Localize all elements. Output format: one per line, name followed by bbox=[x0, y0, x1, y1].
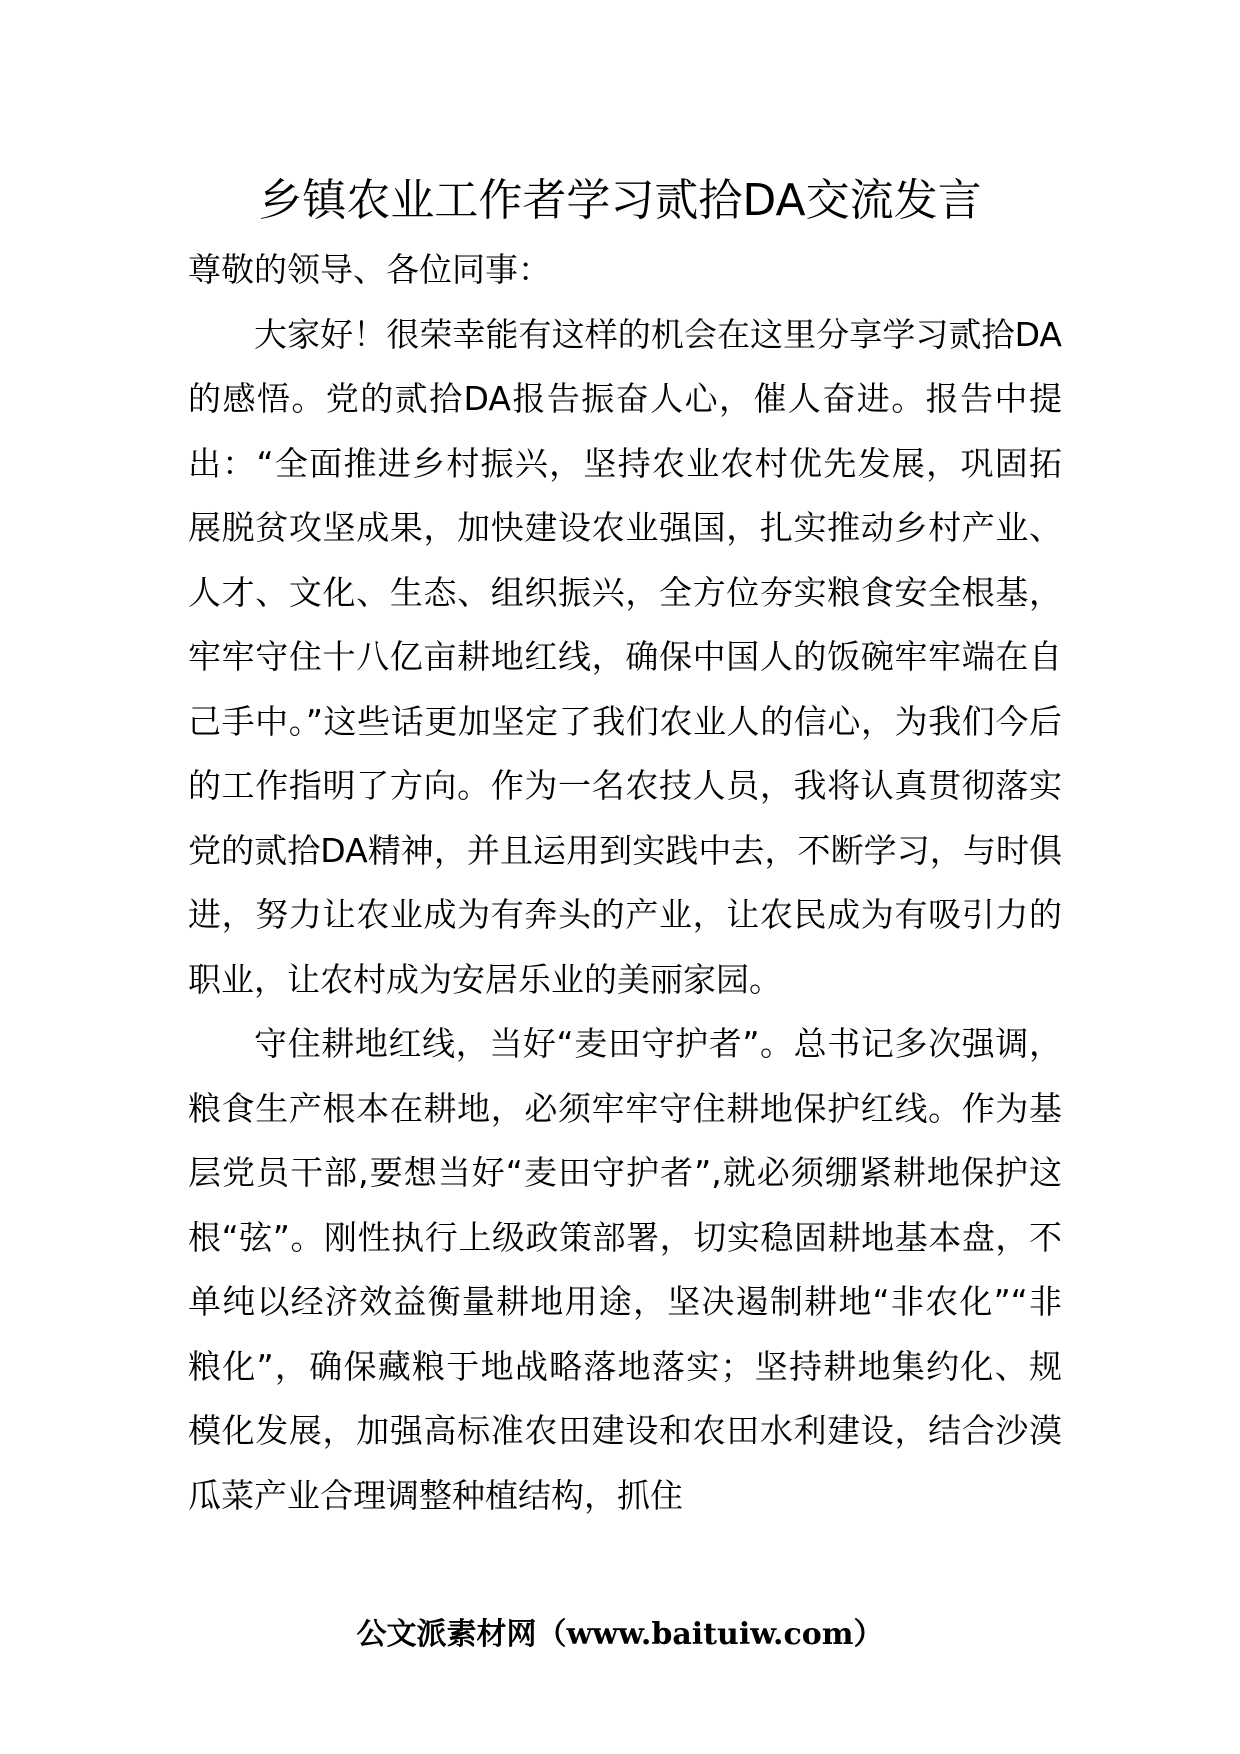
footer-watermark: 公文派素材网（www.baituiw.com） bbox=[356, 1617, 884, 1652]
salutation: 尊敬的领导、各位同事： bbox=[188, 250, 551, 289]
paragraph-1: 大家好！很荣幸能有这样的机会在这里分享学习贰拾DA的感悟。党的贰拾DA报告振奋人心，催人奋进。报告中提出：“全面推进乡村振兴，坚持农业农村优先发展，巩固拓展脱贫攻坚成果，加快建设农业强国，扎实推动乡村产业、人才、文化、生态、组织振兴，全方位夯实粮食安全根基，牢牢守住十八亿亩耕地红线，确保中国人的饭碗牢牢端在自己手中。”这些话更加坚定了我们农业人的信心，为我们今后的工作指明了方向。作为一名农技人员，我将认真贯彻落实党的贰拾DA精神，并且运用到实践中去，不断学习，与时俱进，努力让农业成为有奔头的产业，让农民成为有吸引力的职业，让农村成为安居乐业的美丽家园。 bbox=[188, 314, 1062, 999]
document-body bbox=[188, 238, 1062, 1528]
document-title: 乡镇农业工作者学习贰拾DA交流发言 bbox=[258, 175, 982, 226]
paragraph-2: 守住耕地红线，当好“麦田守护者”。总书记多次强调，粮食生产根本在耕地，必须牢牢守住耕地保护红线。作为基层党员干部,要想当好“麦田守护者”,就必须绷紧耕地保护这根“弦”。刚性执行上级政策部署，切实稳固耕地基本盘，不单纯以经济效益衡量耕地用途，坚决遏制耕地“非农化”“非粮化”，确保藏粮于地战略落地落实；坚持耕地集约化、规模化发展，加强高标准农田建设和农田水利建设，结合沙漠瓜菜产业合理调整种植结构，抓住 bbox=[188, 1024, 1062, 1515]
